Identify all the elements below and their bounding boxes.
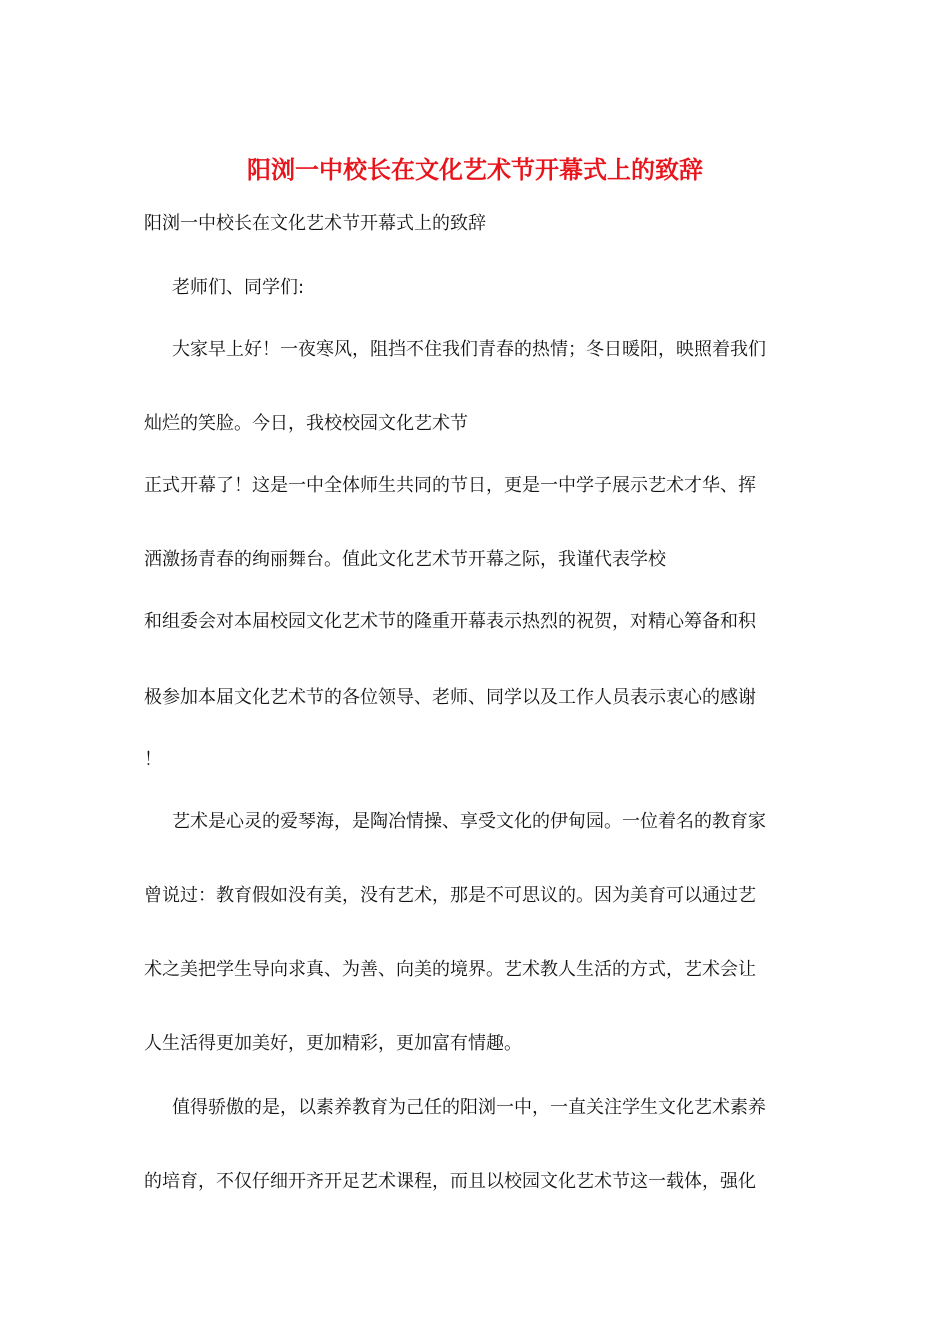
paragraph-line: 艺术是心灵的爱琴海，是陶冶情操、享受文化的伊甸园。一位着名的教育家: [172, 811, 766, 832]
paragraph-line: 曾说过：教育假如没有美，没有艺术，那是不可思议的。因为美育可以通过艺: [144, 885, 756, 906]
paragraph-line: 人生活得更加美好，更加精彩，更加富有情趣。: [144, 1033, 522, 1054]
subtitle-line: 阳浏一中校长在文化艺术节开幕式上的致辞: [144, 213, 486, 234]
paragraph-line: ！: [144, 749, 162, 770]
salutation-line: 老师们、同学们:: [172, 277, 305, 298]
paragraph-line: 正式开幕了！这是一中全体师生共同的节日，更是一中学子展示艺术才华、挥: [144, 475, 756, 496]
paragraph-line: 术之美把学生导向求真、为善、向美的境界。艺术教人生活的方式，艺术会让: [144, 959, 756, 980]
paragraph-line: 极参加本届文化艺术节的各位领导、老师、同学以及工作人员表示衷心的感谢: [144, 687, 756, 708]
document-title: 阳浏一中校长在文化艺术节开幕式上的致辞: [247, 155, 703, 184]
paragraph-line: 大家早上好！一夜寒风，阻挡不住我们青春的热情；冬日暖阳，映照着我们: [172, 339, 766, 360]
paragraph-line: 和组委会对本届校园文化艺术节的隆重开幕表示热烈的祝贺，对精心筹备和积: [144, 611, 756, 632]
paragraph-line: 灿烂的笑脸。今日，我校校园文化艺术节: [144, 413, 468, 434]
paragraph-line: 值得骄傲的是，以素养教育为己任的阳浏一中，一直关注学生文化艺术素养: [172, 1097, 766, 1118]
paragraph-line: 洒激扬青春的绚丽舞台。值此文化艺术节开幕之际，我谨代表学校: [144, 549, 666, 570]
paragraph-line: 的培育，不仅仔细开齐开足艺术课程，而且以校园文化艺术节这一载体，强化: [144, 1171, 756, 1192]
